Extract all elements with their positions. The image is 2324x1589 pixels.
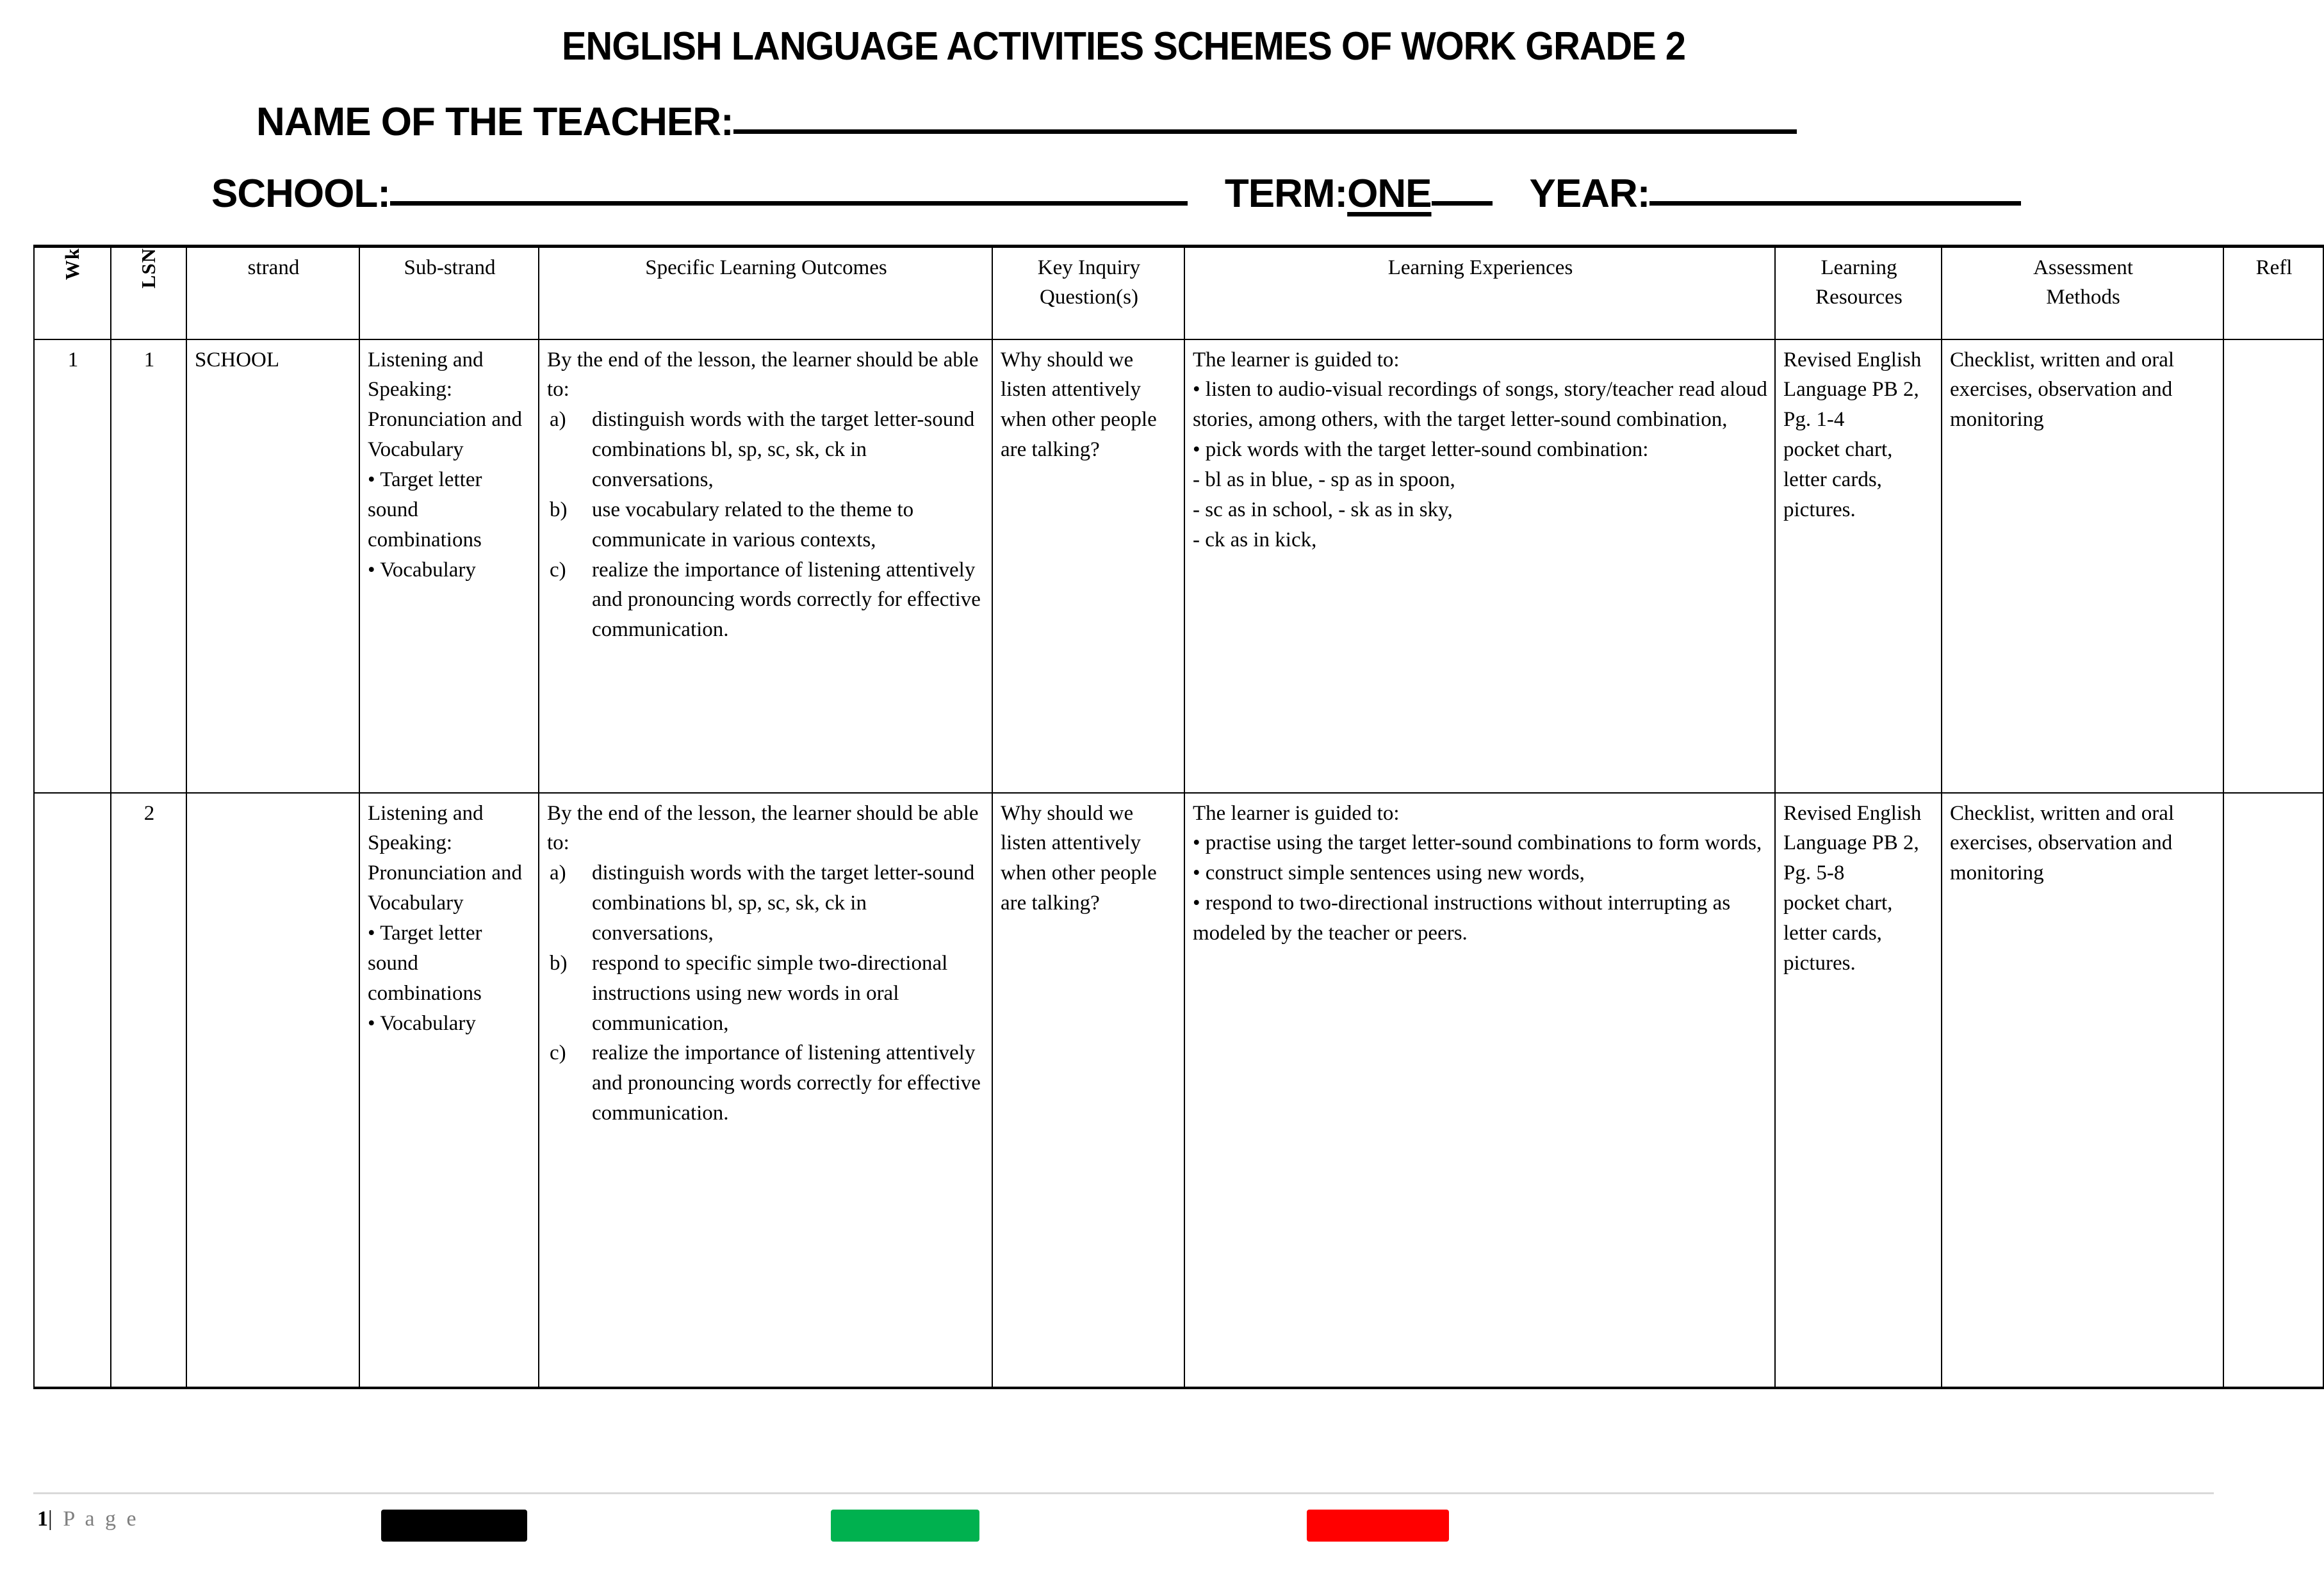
slo-item-marker: c) [550, 1041, 566, 1065]
sub-strand-line: • Target letter sound combinations [368, 468, 482, 551]
lex-intro: The learner is guided to: [1193, 348, 1400, 371]
cell-assessment-methods: Checklist, written and oral exercises, observation and monitoring [1942, 793, 2223, 1388]
footer-content [0, 1494, 2247, 1565]
slo-item [547, 405, 985, 495]
table-header-row [34, 246, 2323, 339]
column-header-assessment-line1: Assessment [2033, 256, 2133, 279]
slo-item-marker: c) [550, 558, 566, 582]
cell-sub-strand [359, 793, 539, 1388]
column-header-specific-learning-outcomes: Specific Learning Outcomes [539, 246, 992, 339]
slo-item-text: respond to specific simple two-directional instructions using new words in oral communication, [592, 951, 948, 1035]
slo-list [547, 405, 985, 645]
slo-item-marker: b) [550, 498, 568, 521]
flag-bar-red [1307, 1510, 1449, 1542]
column-header-wk [34, 246, 111, 339]
column-header-assessment-methods [1942, 246, 2223, 339]
cell-learning-experiences [1184, 339, 1775, 793]
slo-item-text: distinguish words with the target letter-sound combinations bl, sp, sc, sk, ck in conversations, [592, 861, 975, 945]
cell-reflection[interactable] [2223, 793, 2323, 1388]
page-number [37, 1507, 139, 1531]
cell-learning-experiences [1184, 793, 1775, 1388]
slo-item-text: realize the importance of listening attentively and pronouncing words correctly for effective communication. [592, 1041, 981, 1125]
column-header-kiq-line2: Question(s) [1040, 286, 1138, 309]
column-header-sub-strand: Sub-strand [359, 246, 539, 339]
cell-key-inquiry-question: Why should we listen attentively when other people are talking? [992, 793, 1184, 1388]
schemes-of-work-table [33, 245, 2324, 1389]
cell-specific-learning-outcomes [539, 793, 992, 1388]
column-header-lsn-label: LSN [136, 247, 160, 288]
page-number-separator: | [48, 1507, 55, 1531]
lex-intro: The learner is guided to: [1193, 801, 1400, 825]
lex-line: • construct simple sentences using new words, [1193, 861, 1585, 885]
school-label: SCHOOL: [211, 172, 390, 216]
slo-item-text: distinguish words with the target letter-sound combinations bl, sp, sc, sk, ck in conversations, [592, 408, 975, 491]
sub-strand-line: Listening and Speaking: Pronunciation and Vocabulary [368, 801, 523, 915]
lex-line: • pick words with the target letter-sound combination: [1193, 438, 1649, 462]
school-term-year-line [0, 172, 2247, 216]
sub-strand-line: Listening and Speaking: Pronunciation and Vocabulary [368, 348, 523, 462]
lex-line: • practise using the target letter-sound combinations to form words, [1193, 831, 1762, 855]
term-blank[interactable] [1432, 201, 1493, 206]
lex-line: - ck as in kick, [1193, 528, 1317, 551]
slo-item [547, 555, 985, 646]
lex-line: • listen to audio-visual recordings of songs, story/teacher read aloud stories, among others, with the target letter-sound combination, [1193, 378, 1767, 432]
page-number-value: 1 [37, 1507, 48, 1531]
cell-specific-learning-outcomes [539, 339, 992, 793]
term-value[interactable]: ONE [1347, 172, 1432, 216]
flag-bar-green [831, 1510, 979, 1542]
column-header-strand: strand [186, 246, 359, 339]
column-header-key-inquiry-questions [992, 246, 1184, 339]
slo-item-marker: b) [550, 951, 568, 975]
column-header-learning-experiences: Learning Experiences [1184, 246, 1775, 339]
year-blank[interactable] [1649, 201, 2021, 206]
cell-learning-resources [1775, 339, 1942, 793]
table-row [34, 793, 2323, 1388]
lex-line: • respond to two-directional instructions without interrupting as modeled by the teacher or peers. [1193, 892, 1731, 945]
page-title: ENGLISH LANGUAGE ACTIVITIES SCHEMES OF WORK GRADE 2 [561, 24, 1686, 69]
cell-wk [34, 793, 111, 1388]
sub-strand-line: • Vocabulary [368, 558, 476, 582]
teacher-name-blank[interactable] [733, 129, 1797, 134]
cell-reflection[interactable] [2223, 339, 2323, 793]
lex-line: - bl as in blue, - sp as in spoon, [1193, 468, 1455, 491]
slo-item [547, 949, 985, 1039]
page-footer [0, 1492, 2247, 1565]
schemes-of-work-table-wrapper [0, 245, 2293, 1389]
slo-item [547, 495, 985, 555]
table-row [34, 339, 2323, 793]
cell-lsn: 2 [111, 793, 186, 1388]
slo-intro: By the end of the lesson, the learner should be able to: [547, 801, 979, 855]
flag-bar-black [381, 1510, 527, 1542]
sub-strand-line: • Vocabulary [368, 1011, 476, 1035]
term-label: TERM: [1224, 172, 1348, 216]
column-header-kiq-line1: Key Inquiry [1037, 256, 1141, 279]
slo-item [547, 1038, 985, 1129]
lex-line: - sc as in school, - sk as in sky, [1193, 498, 1453, 521]
column-header-refl: Refl [2223, 246, 2323, 339]
cell-strand [186, 793, 359, 1388]
cell-learning-resources [1775, 793, 1942, 1388]
slo-intro: By the end of the lesson, the learner should be able to: [547, 348, 979, 402]
cell-key-inquiry-question: Why should we listen attentively when other people are talking? [992, 339, 1184, 793]
cell-sub-strand [359, 339, 539, 793]
page-word: P a g e [63, 1507, 139, 1531]
column-header-lsn [111, 246, 186, 339]
slo-item [547, 858, 985, 949]
slo-item-text: use vocabulary related to the theme to communicate in various contexts, [592, 498, 914, 551]
slo-item-text: realize the importance of listening attentively and pronouncing words correctly for effective communication. [592, 558, 981, 642]
teacher-name-line [0, 101, 2247, 144]
learning-resources-line: Revised English Language PB 2, Pg. 1-4 [1783, 348, 1922, 432]
learning-resources-line: pocket chart, letter cards, pictures. [1783, 438, 1893, 521]
teacher-label: NAME OF THE TEACHER: [256, 100, 733, 145]
document-header [0, 0, 2247, 216]
learning-resources-line: pocket chart, letter cards, pictures. [1783, 892, 1893, 975]
column-header-assessment-line2: Methods [2046, 286, 2120, 309]
slo-item-marker: a) [550, 408, 566, 432]
school-name-blank[interactable] [390, 201, 1188, 206]
cell-wk: 1 [34, 339, 111, 793]
cell-strand: SCHOOL [186, 339, 359, 793]
sub-strand-line: • Target letter sound combinations [368, 921, 482, 1005]
slo-item-marker: a) [550, 861, 566, 885]
column-header-learning-resources: Learning Resources [1775, 246, 1942, 339]
cell-assessment-methods: Checklist, written and oral exercises, observation and monitoring [1942, 339, 2223, 793]
cell-lsn: 1 [111, 339, 186, 793]
slo-list [547, 858, 985, 1129]
column-header-wk-label: Wk [60, 247, 83, 280]
learning-resources-line: Revised English Language PB 2, Pg. 5-8 [1783, 801, 1922, 885]
year-label: YEAR: [1529, 172, 1650, 216]
